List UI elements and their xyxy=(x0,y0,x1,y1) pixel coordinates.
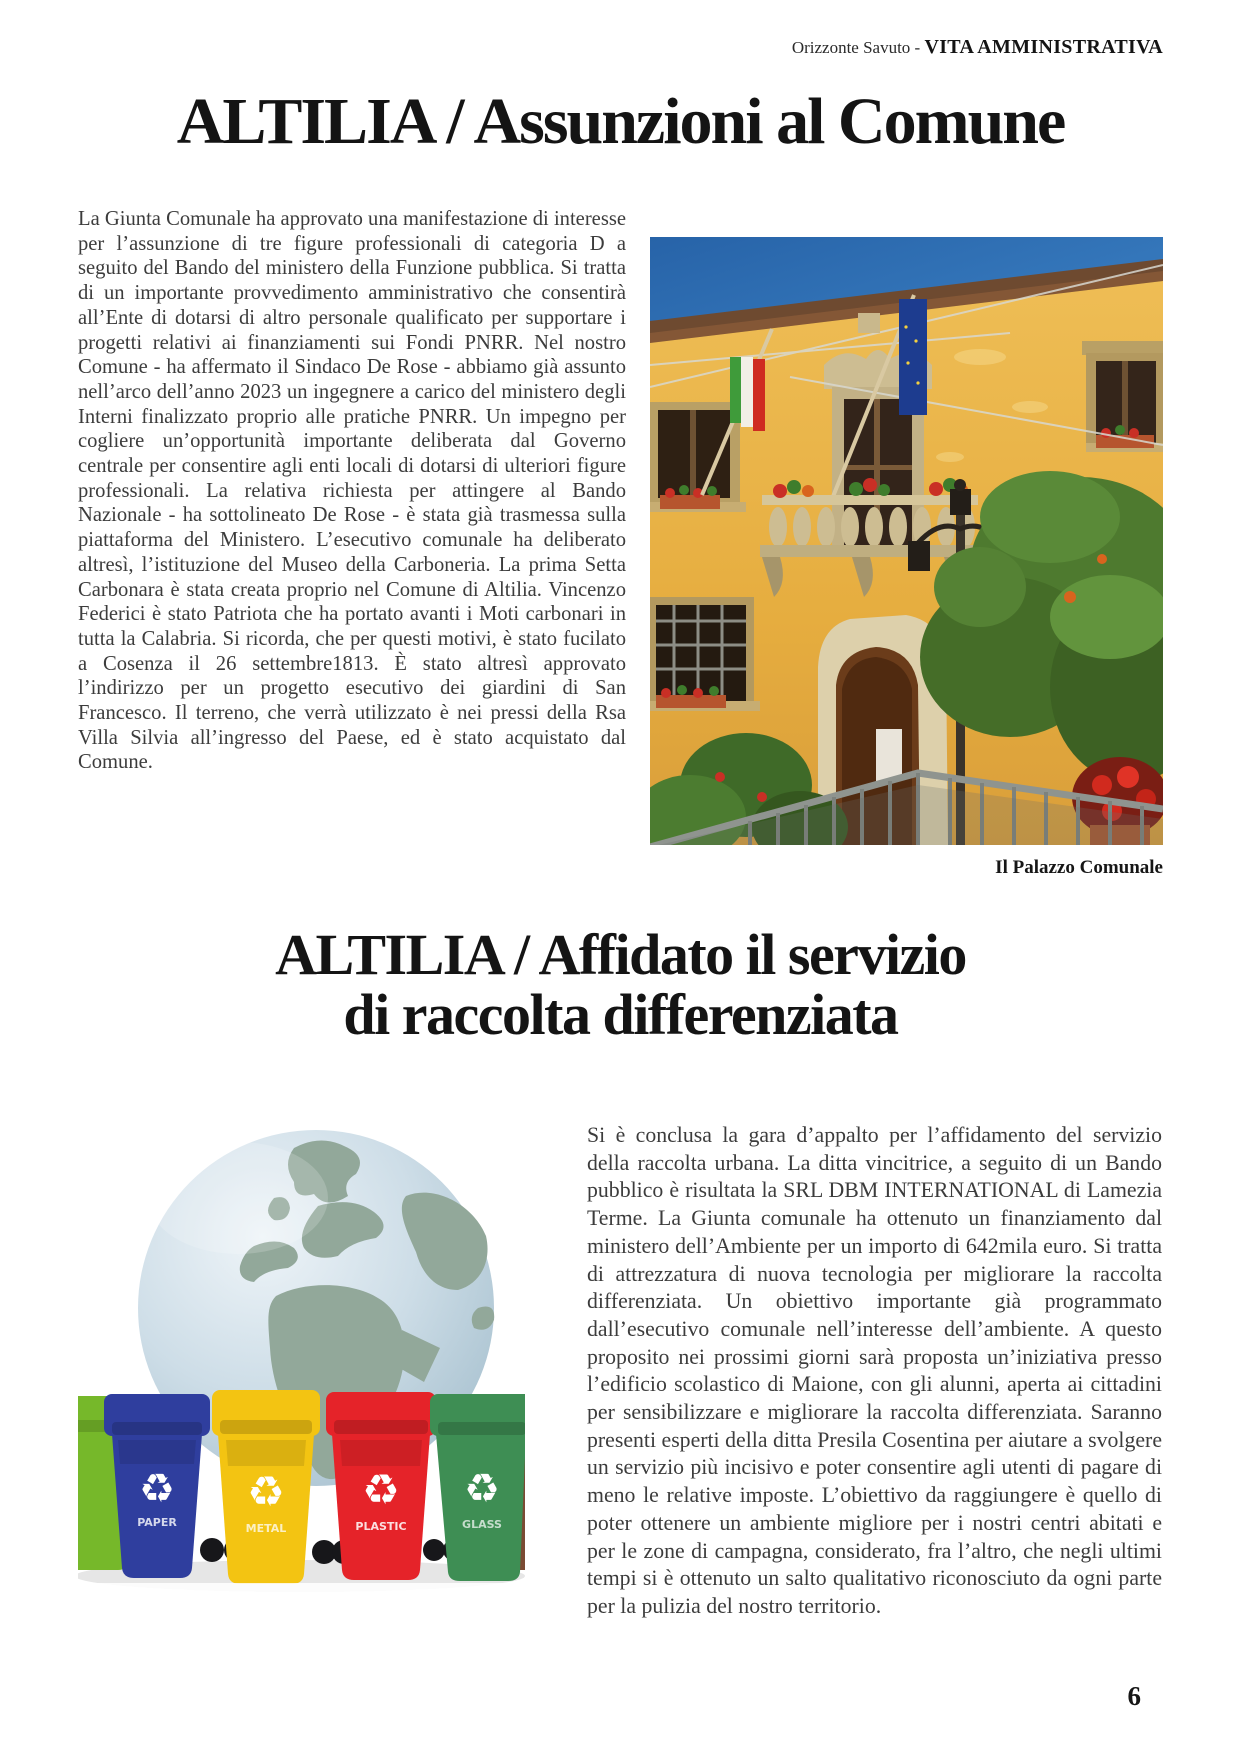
window-lower-left xyxy=(650,597,760,711)
article1-body: La Giunta Comunale ha approvato una manifestazione di interesse per l’assunzione di tre figure professionali di categoria D a seguito del Bando del ministero della Funzione pubblica. Si tratta di un importante provvedimento amministrativo che consentirà all’Ente di dotarsi di altro personale qualificato per supportare i progetti relativi ai finanziamenti sui Fondi PNRR. Nel nostro Comune - ha affermato il Sindaco De Rose - abbiamo già assunto nell’arco dell’anno 2023 un ingegnere a carico del ministero degli Interni finalizzato proprio alle pratiche PNRR. Un impegno per cogliere un’opportunità importante deliberata dal Governo centrale per consentire agli enti locali di dotarsi di ulteriori figure professionali. La relativa richiesta per attingere al Bando Nazionale - ha sottolineato De Rose - è stata già trasmessa sulla piattaforma del Ministero. L’esecutivo comunale ha deliberato altresì, l’istituzione del Museo della Carboneria. La prima Setta Carbonara è stata creata proprio nel Comune di Altilia. Vincenzo Federici è stato Patriota che ha portato avanti i Moti carbonari in tutta la Calabria. Si ricorda, che per questi motivi, è stato fucilato a Cosenza il 26 settembre1813. È stato altresì approvato l’indirizzo per un progetto esecutivo dei giardini di San Francesco. Il terreno, che verrà utilizzato è nei pressi della Rsa Villa Silvia all’ingresso del Paese, ed è stato acquistato dal Comune. xyxy=(78,208,626,774)
recycling-image xyxy=(78,1078,525,1600)
globe-bins-illustration xyxy=(78,1078,525,1600)
bin-label: PLASTIC xyxy=(355,1520,407,1533)
publication-name: Orizzonte Savuto - xyxy=(791,38,925,57)
article2-body: Si è conclusa la gara d’appalto per l’affidamento del servizio della raccolta urbana. La ditta vincitrice, a seguito di un Bando pubblico è risultata la SRL DBM INTERNATIONAL di Lamezia Terme. La Giunta comunale ha ottenuto un finanziamento dal ministero dell’Ambiente per un importo di 642mila euro. Si tratta di attrezzatura di nuova tecnologia per migliorare la raccolta differenziata. Un obiettivo importante già programmato dall’esecutivo comunale nell’interesse dell’ambiente. A questo proposito nei prossimi giorni sarà proposta un’iniziativa presso l’edificio scolastico di Maione, con gli alunni, aperta ai cittadini per sensibilizzare e migliorare la raccolta differenziata. Saranno presenti esperti della ditta Presila Cosentina per aiutare a svolgere un servizio più incisivo e poter consentire agli utenti di pagare di meno le relative imposte. L’obiettivo da raggiungere è quello di poter ottenere un ambiente migliore per i nostri centri abitati e per le zone di campagna, considerato, fra l’altro, che negli ultimi tempi si è ottenuto un salto qualitativo riconosciuto da ogni parte per la pulizia del nostro territorio. xyxy=(587,1123,1162,1618)
article1 xyxy=(78,207,1163,879)
article2-title-line1: ALTILIA / Affidato il servizio xyxy=(275,922,966,987)
bin-label: GLASS xyxy=(462,1518,502,1531)
recycling-bin xyxy=(326,1392,436,1580)
plaque xyxy=(858,313,880,333)
recycle-icon: ♻ xyxy=(464,1466,500,1512)
page-header xyxy=(792,36,1163,59)
window-upper-right xyxy=(1082,341,1163,452)
bottom-fade xyxy=(78,1583,525,1600)
eu-flag xyxy=(899,299,927,415)
bin-label: PAPER xyxy=(137,1516,177,1529)
article1-title: ALTILIA / Assunzioni al Comune xyxy=(176,85,1065,158)
recycle-icon: ♻ xyxy=(362,1465,400,1514)
article2-title xyxy=(0,922,1241,1048)
italian-flag xyxy=(730,357,765,431)
article1-photo-column xyxy=(650,207,1163,879)
photo-caption: Il Palazzo Comunale xyxy=(995,857,1163,878)
recycling-bin xyxy=(212,1390,320,1584)
recycle-icon: ♻ xyxy=(247,1467,285,1516)
section-title: VITA AMMINISTRATIVA xyxy=(924,36,1163,58)
palazzo-photo xyxy=(650,237,1163,845)
bin-label: METAL xyxy=(245,1522,287,1535)
article2-title-line2: di raccolta differenziata xyxy=(343,982,898,1048)
palazzo-illustration xyxy=(650,237,1163,845)
article2 xyxy=(78,1078,1163,1621)
page-number: 6 xyxy=(1127,1681,1141,1711)
recycle-icon: ♻ xyxy=(139,1466,175,1512)
